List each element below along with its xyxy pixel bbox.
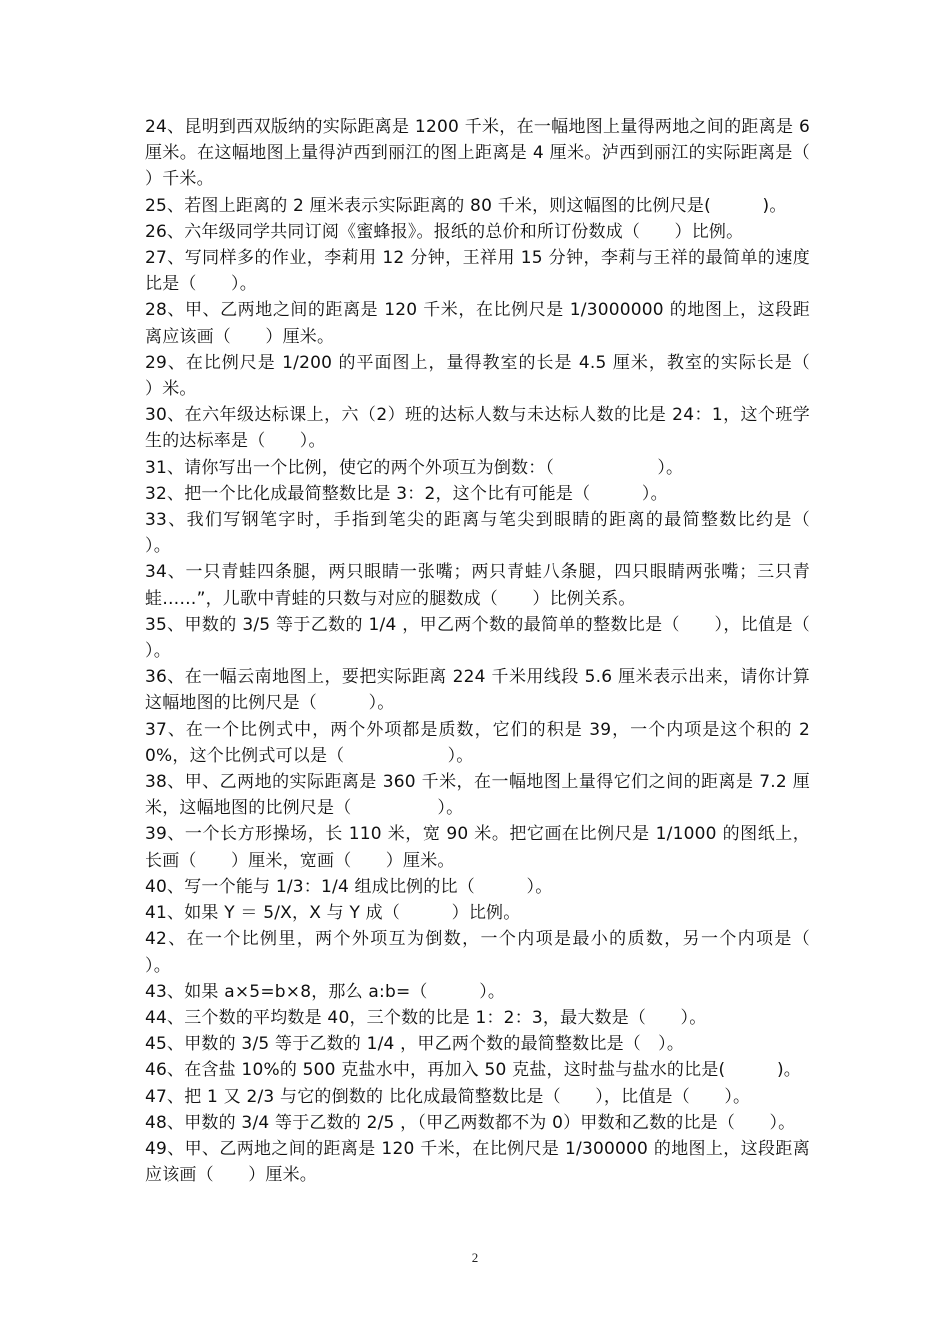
question-28: 28、甲、乙两地之间的距离是 120 千米，在比例尺是 1/3000000 的地图上，这段距离应该画（ ）厘米。	[145, 300, 810, 347]
question-35: 35、甲数的 3/5 等于乙数的 1/4 ，甲乙两个数的最简单的整数比是（ ），比值是（ ）。	[145, 614, 845, 662]
question-43: 43、如果 a×5=b×8，那么 a:b=（ ）。	[145, 981, 506, 1002]
question-40: 40、写一个能与 1/3：1/4 组成比例的比（ ）。	[145, 876, 553, 897]
question-33: 33、我们写钢笔字时，手指到笔尖的距离与笔尖到眼睛的距离的最简整数比约是（ ）。	[145, 510, 845, 557]
question-41: 41、如果 Y ＝ 5/X，X 与 Y 成（ ）比例。	[145, 903, 521, 924]
question-24: 24、昆明到西双版纳的实际距离是 1200 千米，在一幅地图上量得两地之间的距离是 6 厘米。在这幅地图上量得泸西到丽江的图上距离是 4 厘米。泸西到丽江的实际距离是（ ）千米。	[145, 117, 845, 190]
question-36: 36、在一幅云南地图上，要把实际距离 224 千米用线段 5.6 厘米表示出来，请你计算这幅地图的比例尺是（ ）。	[145, 667, 810, 714]
question-49: 49、甲、乙两地之间的距离是 120 千米，在比例尺是 1/300000 的地图上，这段距离应该画（ ）厘米。	[145, 1138, 810, 1186]
question-48: 48、甲数的 3/4 等于乙数的 2/5 ，（甲乙两数都不为 0）甲数和乙数的比是（ ）。	[145, 1112, 796, 1133]
question-39: 39、一个长方形操场，长 110 米，宽 90 米。把它画在比例尺是 1/1000 的图纸上，长画（ ）厘米，宽画（ ）厘米。	[145, 824, 810, 871]
question-42: 42、在一个比例里，两个外项互为倒数，一个内项是最小的质数，另一个内项是（ ）。	[145, 929, 862, 976]
question-34: 34、一只青蛙四条腿，两只眼睛一张嘴；两只青蛙八条腿，四只眼睛两张嘴；三只青蛙……”，儿歌中青蛙的只数与对应的腿数成（ ）比例关系。	[145, 562, 810, 609]
question-38: 38、甲、乙两地的实际距离是 360 千米，在一幅地图上量得它们之间的距离是 7.2 厘米，这幅地图的比例尺是（ ）。	[145, 772, 810, 819]
question-26: 26、六年级同学共同订阅《蜜蜂报》。报纸的总价和所订份数成（ ）比例。	[145, 221, 744, 242]
question-27: 27、写同样多的作业，李莉用 12 分钟，王祥用 15 分钟，李莉与王祥的最简单的速度比是（ ）。	[145, 248, 810, 295]
question-31: 31、请你写出一个比例，使它的两个外项互为倒数：（ ）。	[145, 457, 684, 478]
question-30: 30、在六年级达标课上，六（2）班的达标人数与未达标人数的比是 24：1，这个班学生的达标率是（ ）。	[145, 405, 810, 452]
question-25: 25、若图上距离的 2 厘米表示实际距离的 80 千米，则这幅图的比例尺是( )。	[145, 195, 787, 216]
question-list	[145, 114, 862, 1188]
question-37: 37、在一个比例式中，两个外项都是质数，它们的积是 39，一个内项是这个积的 20%，这个比例式可以是（ ）。	[145, 719, 810, 766]
page-number: 2	[471, 1250, 479, 1265]
question-44: 44、三个数的平均数是 40，三个数的比是 1：2：3，最大数是（ ）。	[145, 1007, 707, 1028]
question-45: 45、甲数的 3/5 等于乙数的 1/4 ，甲乙两个数的最简整数比是（ ）。	[145, 1034, 685, 1055]
question-29: 29、在比例尺是 1/200 的平面图上，量得教室的长是 4.5 厘米，教室的实际长是（ ）米。	[145, 352, 845, 400]
question-32: 32、把一个比化成最简整数比是 3：2，这个比有可能是（ ）。	[145, 483, 668, 504]
question-47: 47、把 1 又 2/3 与它的倒数的 比化成最简整数比是（ ），比值是（ ）。	[145, 1086, 751, 1107]
question-46: 46、在含盐 10%的 500 克盐水中，再加入 50 克盐，这时盐与盐水的比是( )。	[145, 1060, 801, 1081]
